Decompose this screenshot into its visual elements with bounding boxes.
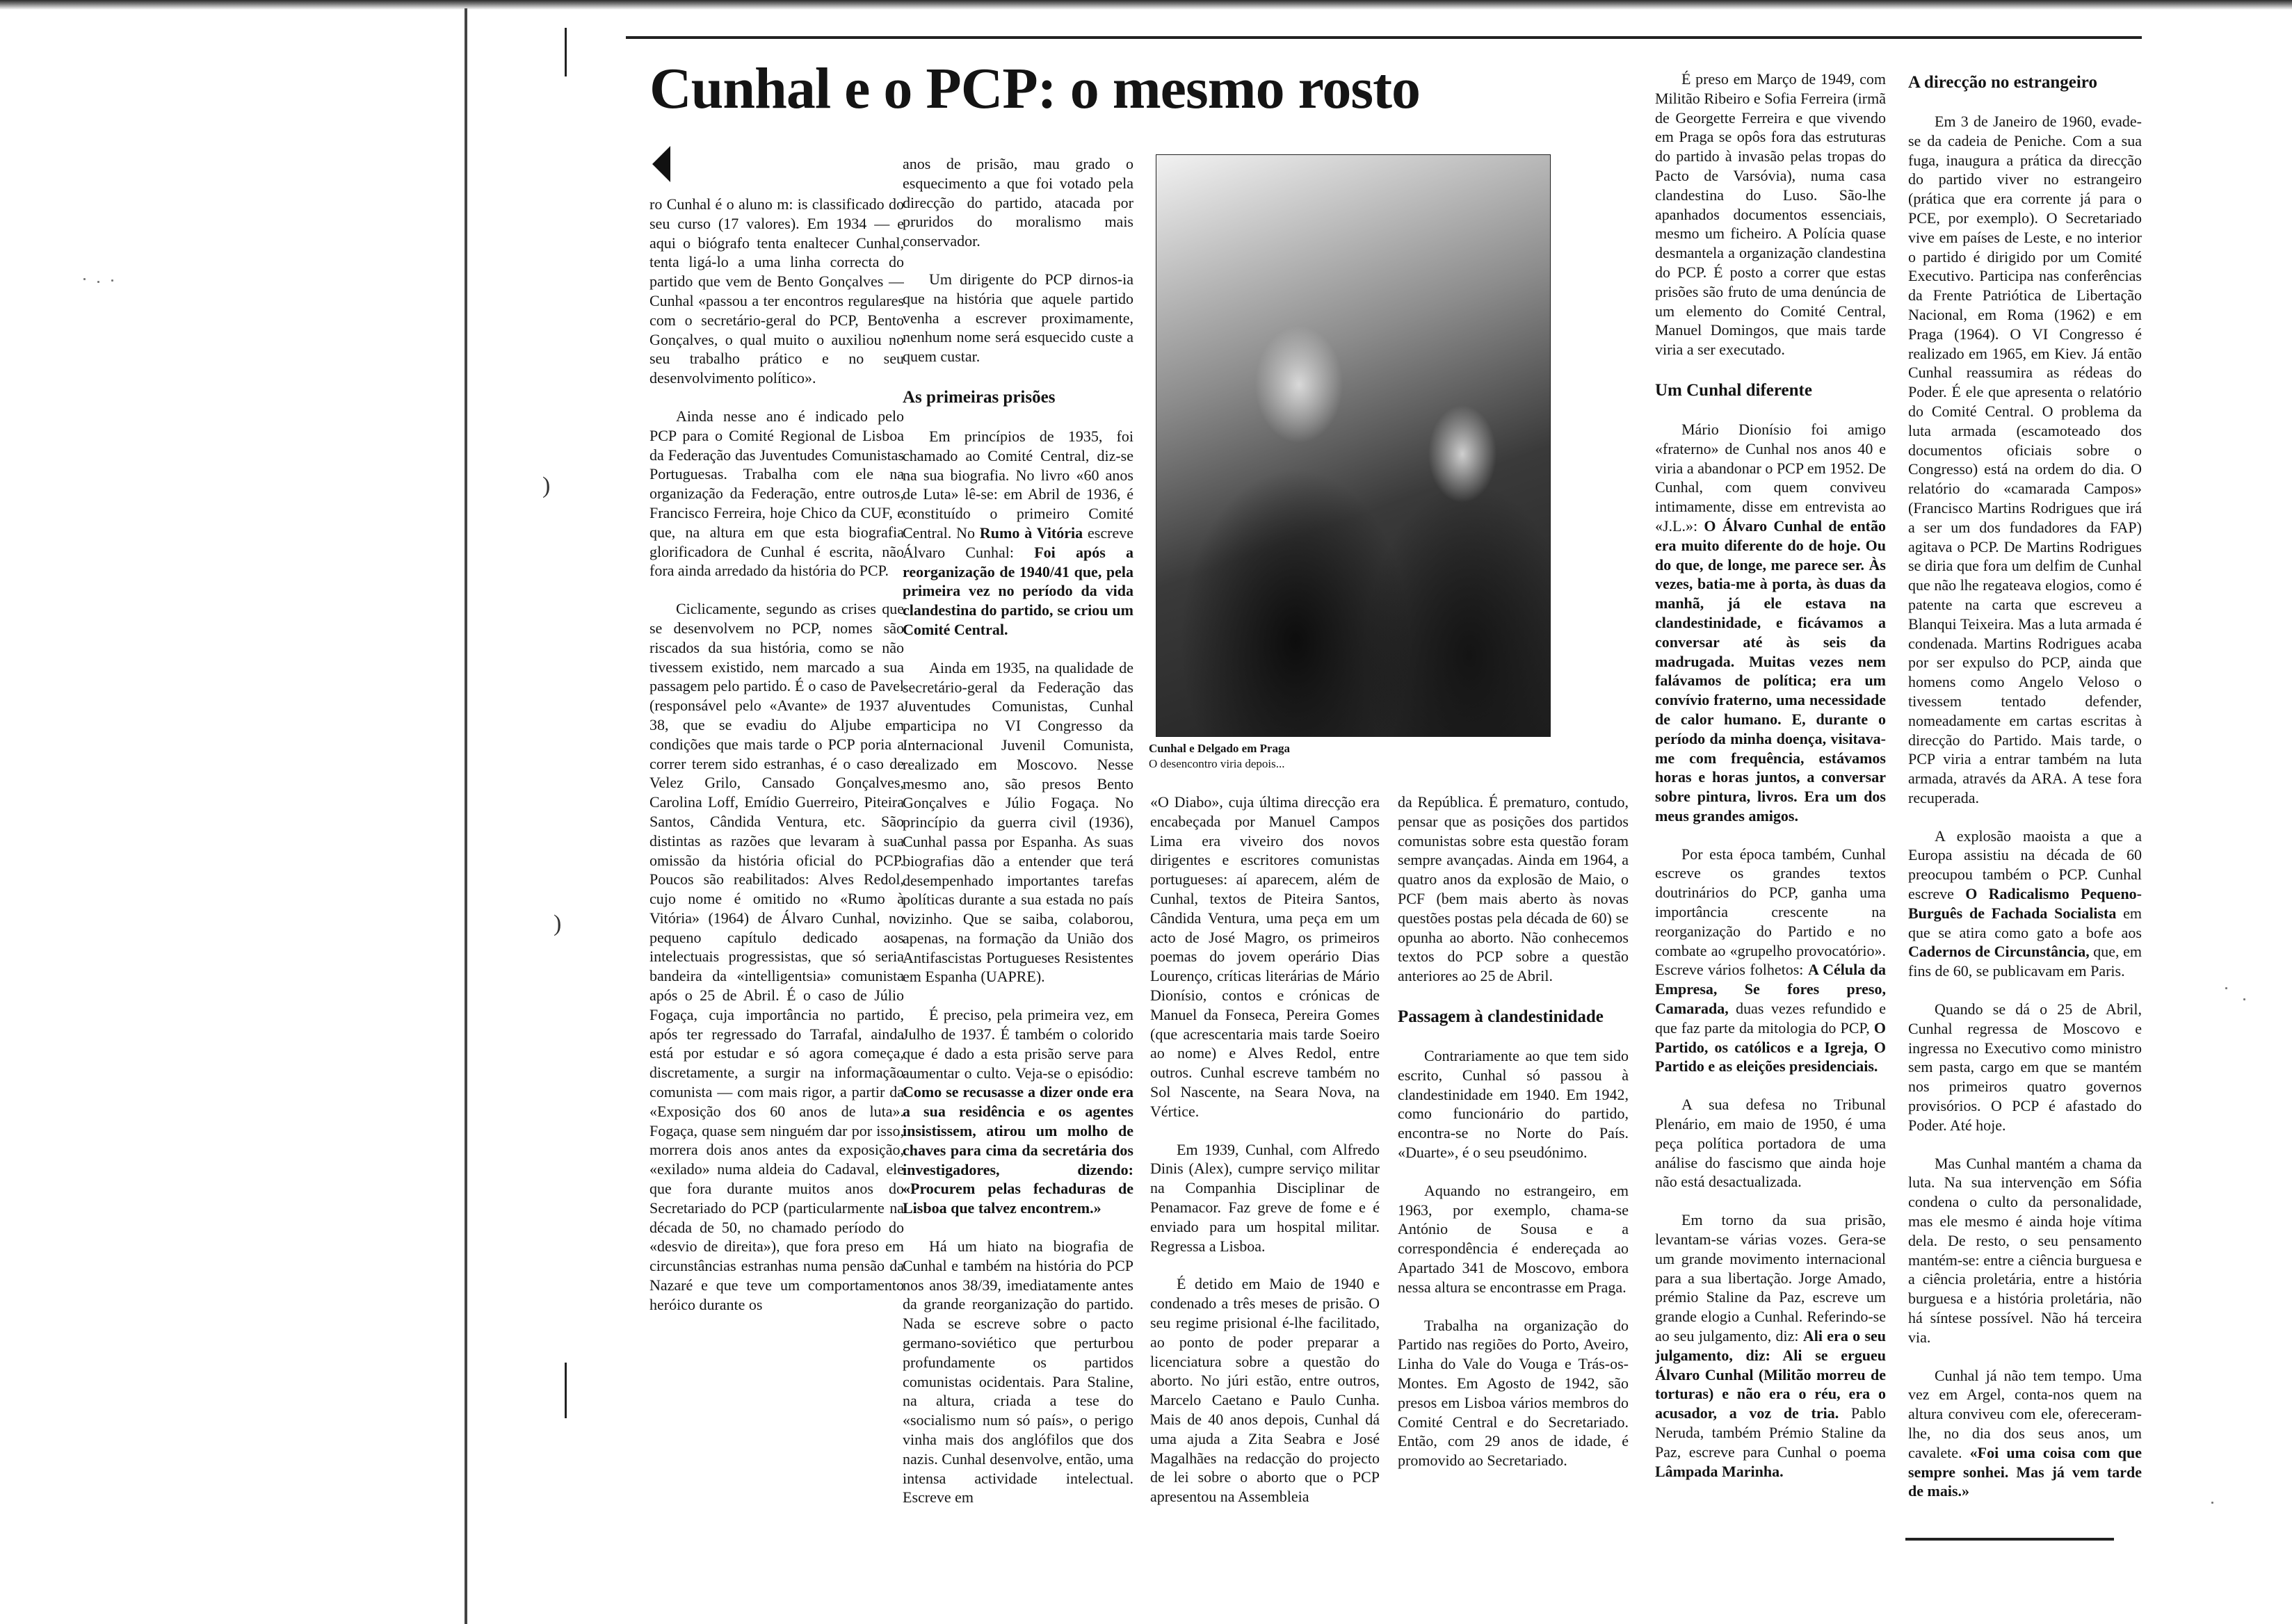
paragraph: anos de prisão, mau grado o esquecimento a que foi votado pela direcção do partido, atacada por pruridos do moralismo mais conservador. (903, 155, 1133, 250)
bold-run: Rumo à Vitória (979, 523, 1083, 542)
paragraph: Um dirigente do PCP dirnos-ia que na história que aquele partido venha a escrever proximamente, nenhum nome será esquecido custe a quem custar. (903, 270, 1133, 366)
paragraph: da República. É prematuro, contudo, pensar que as posições dos partidos comunistas sobre esta questão foram sempre avançadas. Ainda em 1964, a quatro anos da explosão de Maio, o PCF (bem mais aberto às novas questões postas pela década de 60) se opunha ao aborto. Não conhecemos textos do PCP sobre a questão anteriores ao 25 de Abril. (1398, 793, 1629, 985)
paragraph: Aquando no estrangeiro, em 1963, por exemplo, chama-se António de Sousa e a correspondência é endereçada ao Apartado 341 de Moscovo, embora nessa altura se encontrasse em Praga. (1398, 1181, 1629, 1296)
paragraph (1908, 827, 2142, 981)
text-run: Pablo Neruda, também Prémio Staline da Paz, escreve para Cunhal o poema (1655, 1404, 1886, 1461)
column-1 (649, 195, 904, 1509)
paragraph: É preso em Março de 1949, com Militão Ribeiro e Sofia Ferreira (irmã de Georgette Ferreira e que vivendo em Praga se opôs fora das estruturas do partido à invasão pelas tropas do Pacto de Varsóvia), numa casa clandestina do Luso. São-lhe apanhados documentos essenciais, mesmo um ficheiro. A Polícia quase desmantela a organização clandestina do PCP. É posto a correr que estas prisões são fruto de uma denúncia de um elemento do Comité Central, Manuel Domingos, que mais tarde viria a ser executado. (1655, 70, 1886, 359)
column-5 (1655, 70, 1886, 1516)
news-photo (1156, 154, 1551, 737)
text-run: Em princípios de 1935, foi chamado ao Comité Central, diz-se na sua biografia. No livro «60 anos de Luta» lê-se: em Abril de 1936, é constituído o primeiro Comité Central. No (903, 427, 1133, 542)
top-rule (626, 36, 2142, 39)
paragraph: Contrariamente ao que tem sido escrito, Cunhal só passou à clandestinidade em 1940. Em 1942, como funcionário do partido, encontra-se no Norte do País. «Duarte», é o seu pseudónimo. (1398, 1046, 1629, 1161)
paragraph (1655, 845, 1886, 1077)
scan-speck (2225, 987, 2227, 989)
paragraph: Quando se dá o 25 de Abril, Cunhal regressa de Moscovo e ingressa no Executivo como ministro sem pasta, cargo em que se mantém nos primeiros quatro governos provisórios. O PCP é afastado do Poder. Até hoje. (1908, 1000, 2142, 1134)
scan-top-edge (0, 0, 2292, 10)
scan-speck (111, 279, 113, 282)
scan-tick (565, 28, 567, 76)
column-4 (1398, 793, 1629, 1509)
paragraph: «O Diabo», cuja última direcção era encabeçada por Manuel Campos Lima era viveiro dos novos dirigentes e escritores comunistas portugueses: aí aparecem, além de Cunhal, textos de Piteira Santos, Cândida Ventura, uma peça em um acto de José Magro, os primeiros poemas do jovem operário Dias Lourenço, críticas literárias de Mário Dionísio, contos e crónicas de Manuel da Fonseca, Pereira Gomes (que acrescentaria mais tarde Soeiro ao nome) e Alves Redol, entre outros. Cunhal escreve também no Sol Nascente, na Seara Nova, na Vértice. (1150, 793, 1380, 1120)
scan-speck (83, 278, 86, 280)
paragraph (903, 1005, 1133, 1218)
section-heading: A direcção no estrangeiro (1908, 73, 2097, 92)
scan-speck (2243, 998, 2245, 1000)
bold-run: Ali era o seu julgamento, diz: Ali se ergueu Álvaro Cunhal (Militão morreu de torturas) e não era o réu, era o acusador, a voz de tria. (1655, 1327, 1886, 1422)
paragraph: Em 1939, Cunhal, com Alfredo Dinis (Alex), cumpre serviço militar na Companhia Disciplinar de Penamacor. Faz greve de fome e é enviado para um hospital militar. Regressa a Lisboa. (1150, 1140, 1380, 1255)
arrow-marker-icon (652, 146, 670, 182)
paragraph: A sua defesa no Tribunal Plenário, em maio de 1950, é uma peça política portadora de uma análise do fascismo que ainda hoje não está desactualizada. (1655, 1096, 1886, 1191)
text-run: Por esta época também, Cunhal escreve os grandes textos doutrinários do PCP, ganha uma importância crescente na reorganização do Partido e no combate ao «grupelho provocatório». Escreve vários folhetos: (1655, 845, 1886, 979)
text-run: A explosão maoista a que a Europa assistiu na década de 60 preocupou também o PCP. Cunhal escreve (1908, 827, 2142, 903)
bold-run: O Radicalismo Pequeno-Burguês de Fachada Socialista (1908, 885, 2142, 922)
text-run: Cunhal já não tem tempo. Uma vez em Argel, conta-nos quem na altura conviveu com ele, ofereceram-lhe, no dia dos seus anos, um cavalete. (1908, 1366, 2142, 1461)
paragraph: Há um hiato na biografia de Cunhal e também na história do PCP nos anos 38/39, imediatamente antes da grande reorganização do partido. Nada se escreve sobre o pacto germano-soviético que perturbou profundamente os partidos comunistas ocidentais. Para Staline, na altura, criada a tese do «socialismo num só país», o perigo vinha mais dos anglófilos que dos nazis. Cunhal desenvolve, então, uma intensa actividade intelectual. Escreve em (903, 1237, 1133, 1507)
paragraph: Ciclicamente, segundo as crises que se desenvolvem no PCP, nomes são riscados da sua história, como se não tivessem existido, nem marcado a sua passagem pelo partido. É o caso de Pavel (responsável pelo «Avante» de 1937 a 38, que se evadiu do Aljube em condições que mais tarde o PCP poria a correr terem sido estranhas, é o caso de Velez Grilo, Cansado Gonçalves, Carolina Loff, Emídio Guerreiro, Piteira Santos, Cândida Ventura, etc. São distintas as razões que levaram à sua omissão da história oficial do PCP. Poucos são reabilitados: Alves Redol, cujo nome é omitido no «Rumo à Vitória» (1964) de Álvaro Cunhal, no pequeno capítulo dedicado aos intelectuais progressistas, que só seria bandeira da «intelligentsia» comunista após o 25 de Abril. É o caso de Júlio Fogaça, cuja importância no partido, após ter regressado do Tarrafal, ainda está por estudar e só agora começa, discretamente, a surgir na informação comunista — com mais rigor, a partir da «Exposição dos 60 anos de luta». Fogaça, quase sem ninguém dar por isso, morrera dois anos antes da exposição, «exilado» numa aldeia do Cadaval, ele que fora durante muitos anos do Secretariado do PCP (particularmente na década de 50, no chamado período do «desvio de direita»), que fora preso em circunstâncias estranhas numa pensão da Nazaré e que teve um comportamento heróico durante os (649, 600, 904, 1313)
text-run: É preciso, pela primeira vez, em Julho de 1937. É também o colorido que é dado a esta prisão serve para aumentar o culto. Veja-se o episódio: (903, 1006, 1133, 1082)
paragraph: Ainda em 1935, na qualidade de secretário-geral da Federação das Juventudes Comunistas, Cunhal participa no VI Congresso da Internacional Juvenil Comunista, realizado em Moscovo. Nesse mesmo ano, são presos Bento Gonçalves e Júlio Fogaça. No princípio da guerra civil (1936), Cunhal passa por Espanha. As suas biografias dão a entender que terá desempenhado importantes tarefas políticas durante a sua estada no país vizinho. Que se saiba, colaborou, apenas, na formação da União dos Antifascistas Portugueses Resistentes em Espanha (UAPRE). (903, 658, 1133, 986)
text-run: escreve Álvaro Cunhal: (903, 523, 1133, 561)
photo-caption (1149, 741, 1552, 772)
bold-run: «Foi uma coisa com que sempre sonhei. Mas já vem tarde de mais.» (1908, 1443, 2142, 1500)
bold-run: O Álvaro Cunhal de então era muito diferente do de hoje. Ou do que, de longe, me parece ser. Às vezes, batia-me à porta, às duas da manhã, já ele estava na clandestinidade, e ficávamos a conversar até às seis da madrugada. Muitas vezes nem falávamos de política; era um convívio fraterno, uma necessidade de calor humano. E, durante o período da minha doença, visitava-me com frequência, estávamos horas e horas juntos, a conversar sobre pintura, livros. Era um dos meus grandes amigos. (1655, 517, 1886, 825)
text-run: em que se atira como gato a bofe aos (1908, 904, 2142, 941)
scan-tick (565, 1363, 567, 1418)
column-6 (1908, 72, 2142, 1525)
scan-page-edge (465, 8, 467, 1624)
paragraph (1908, 1366, 2142, 1502)
bold-run: Como se recusasse a dizer onde era a sua residência e os agentes insistissem, atirou um molho de chaves para cima da secretária dos investigadores, dizendo: «Procurem pelas fechaduras de Lisboa que talvez encontrem.» (903, 1083, 1133, 1217)
bold-run: O Partido, os católicos e a Igreja, O Partido e as eleições presidenciais. (1655, 1018, 1886, 1075)
text-run: Em torno da sua prisão, levantam-se várias vozes. Gera-se um grande movimento internacional para a sua libertação. Jorge Amado, prémio Staline da Paz, escreve um grande elogio a Cunhal. Referindo-se ao seu julgamento, diz: (1655, 1211, 1886, 1345)
paragraph: Em 3 de Janeiro de 1960, evade-se da cadeia de Peniche. Com a sua fuga, inaugura a prática da direcção do partido viver no estrangeiro (prática que era corrente já para o PCE, por exemplo). O Secretariado vive em países de Leste, e no interior o partido é dirigido por um Comité Executivo. Participa nas conferências da Frente Patriótica de Libertação Nacional, em Roma (1962) e em Praga (1964). O VI Congresso é realizado em 1965, em Kiev. Já então Cunhal reassumira as rédeas do Poder. É ele que apresenta o relatório do Comité Central. O problema da luta armada (escamoteado dos documentos oficiais sobre o Congresso) está na ordem do dia. O relatório do «camarada Campos» (Francisco Martins Rodrigues que irá a ser um dos fundadores da FAP) agitava o PCP. De Martins Rodrigues se diria que fora um delfim de Cunhal que não lhe regateava elogios, como é patente na carta que escreveu a Blanqui Teixeira. Mas a luta armada é condenada. Martins Rodrigues acaba por ser expulso do PCP, ainda que homens como Angelo Veloso o tivessem tentado defender, nomeadamente em cartas escritas à direcção do Partido. Mais tarde, o PCP viria a entrar também na luta armada, através da ARA. A tese fora recuperada. (1908, 113, 2142, 806)
bold-run: Lâmpada Marinha. (1655, 1462, 1784, 1480)
paragraph (903, 427, 1133, 640)
caption-line-1: Cunhal e Delgado em Praga (1149, 742, 1291, 755)
text-run: que, em fins de 60, se publicavam em Paris. (1908, 943, 2142, 980)
text-run: duas vezes refundido e que faz parte da mitologia do PCP, (1655, 1000, 1886, 1037)
paragraph: Ainda nesse ano é indicado pelo PCP para o Comité Regional de Lisboa da Federação das Juventudes Comunistas Portuguesas. Trabalha com ele na organização da Federação, entre outros, Francisco Ferreira, hoje Chico da CUF, e que, na altura em que esta biografia glorificadora de Cunhal é escrita, não fora ainda arredado da história do PCP. (649, 407, 904, 580)
scan-speck (97, 281, 99, 283)
scan-mark: ) (554, 911, 562, 936)
paragraph: Trabalha na organização do Partido nas regiões do Porto, Aveiro, Linha do Vale do Vouga e Trás-os-Montes. Em Agosto de 1942, são presos em Lisboa vários membros do Comité Central e do Secretariado. Então, com 29 anos de idade, é promovido ao Secretariado. (1398, 1316, 1629, 1470)
bottom-rule (1905, 1538, 2114, 1541)
section-heading: Passagem à clandestinidade (1398, 1007, 1604, 1026)
paragraph (1655, 1210, 1886, 1481)
article-headline: Cunhal e o PCP: o mesmo rosto (649, 56, 1421, 121)
text-run: Mário Dionísio foi amigo «fraterno» de Cunhal nos anos 40 e viria a abandonar o PCP em 1952. De Cunhal, com quem conviveu intimamente, disse em entrevista ao «J.L.»: (1655, 420, 1886, 535)
bold-run: A Célula da Empresa, Se fores preso, Camarada, (1655, 961, 1886, 1018)
section-heading: As primeiras prisões (903, 387, 1056, 407)
column-2 (903, 154, 1133, 1509)
section-heading: Um Cunhal diferente (1655, 380, 1812, 400)
bold-run: Foi após a reorganização de 1940/41 que, pela primeira vez no período da vida clandestina do partido, se criou um Comité Central. (903, 543, 1133, 638)
paragraph: É detido em Maio de 1940 e condenado a três meses de prisão. O seu regime prisional é-lhe facilitado, ao ponto de poder preparar a licenciatura sobre a questão do aborto. No júri estão, entre outros, Marcelo Caetano e Paulo Cunha. Mais de 40 anos depois, Cunhal dá uma ajuda a Zita Seabra e José Magalhães na redacção do projecto de lei sobre o aborto que o PCP apresentou na Assembleia (1150, 1275, 1380, 1506)
paragraph (1655, 420, 1886, 826)
column-3 (1150, 793, 1380, 1509)
caption-line-2: O desencontro viria depois... (1149, 757, 1285, 770)
bold-run: Cadernos de Circunstância, (1908, 943, 2090, 961)
scan-speck (2211, 1502, 2213, 1504)
paragraph: ro Cunhal é o aluno m: is classificado do seu curso (17 valores). Em 1934 — e aqui o biógrafo tenta enaltecer Cunhal, tenta ligá-lo a uma linha correcta do partido que vem de Bento Gonçalves — Cunhal «passou a ter encontros regulares com o secretário-geral do PCP, Bento Gonçalves, o qual muito o auxiliou no seu trabalho prático e no seu desenvolvimento político». (649, 195, 904, 387)
scan-mark: ) (542, 473, 551, 498)
paragraph: Mas Cunhal mantém a chama da luta. Na sua intervenção em Sófia condena o culto da personalidade, mas ele mesmo é ainda hoje vítima dela. De resto, o seu pensamento mantém-se: entre a ciência burguesa e a ciência proletária, entre a história burguesa e a história proletária, não há síntese possível. Não há terceira via. (1908, 1154, 2142, 1346)
